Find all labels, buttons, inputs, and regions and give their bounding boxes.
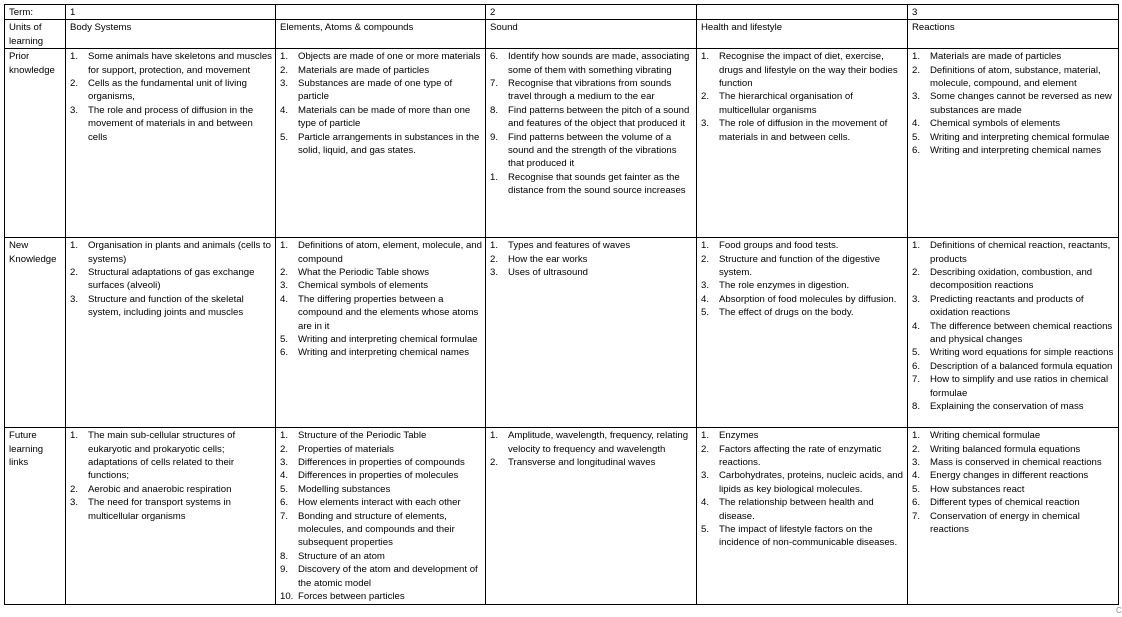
item-text: Find patterns between the volume of a sound and the strength of the vibrations that produced it <box>508 131 677 170</box>
item-text: Writing and interpreting chemical names <box>930 145 1101 157</box>
item-number: 1. <box>912 430 921 442</box>
item-text: Explaining the conservation of mass <box>930 401 1084 413</box>
list-item <box>912 443 1115 456</box>
item-number: 3. <box>912 293 921 305</box>
list-item <box>70 77 272 104</box>
term-label: Term: <box>5 5 66 20</box>
list-item <box>912 400 1115 413</box>
item-number: 2. <box>70 483 79 495</box>
item-text: The hierarchical organisation of multicellular organisms <box>719 91 853 116</box>
item-text: Writing and interpreting chemical formulae <box>930 131 1110 143</box>
item-text: Differences in properties of compounds <box>298 457 465 469</box>
item-text: How the ear works <box>508 253 588 265</box>
numbered-list <box>70 429 272 523</box>
list-item <box>280 510 482 550</box>
list-item <box>280 456 482 469</box>
item-number: 1. <box>912 240 921 252</box>
item-number: 6. <box>912 360 921 372</box>
list-item <box>490 171 693 198</box>
item-text: Differences in properties of molecules <box>298 470 459 482</box>
item-number: 2. <box>490 253 499 265</box>
corner-mark: C <box>1116 606 1122 615</box>
item-text: The differing properties between a compound and the elements whose atoms are in it <box>298 293 479 332</box>
list-item <box>280 131 482 158</box>
item-number: 7. <box>280 510 289 522</box>
list-item <box>701 469 904 496</box>
item-number: 5. <box>280 131 289 143</box>
list-item <box>701 443 904 470</box>
list-item <box>490 239 693 252</box>
list-item <box>490 253 693 266</box>
item-number: 3. <box>70 497 79 509</box>
list-item <box>912 360 1115 373</box>
item-number: 1. <box>280 240 289 252</box>
item-number: 4. <box>280 470 289 482</box>
item-text: Forces between particles <box>298 591 405 603</box>
list-item <box>912 90 1115 117</box>
item-number: 8. <box>280 550 289 562</box>
item-text: The impact of lifestyle factors on the incidence of non-communicable diseases. <box>719 524 898 549</box>
item-number: 2. <box>701 91 710 103</box>
item-text: Definitions of atom, element, molecule, and compound <box>298 240 482 265</box>
item-number: 3. <box>912 91 921 103</box>
list-item <box>70 429 272 483</box>
unit-heading: Reactions <box>908 20 1119 49</box>
row-label: Future learning links <box>5 428 66 604</box>
item-number: 2. <box>912 443 921 455</box>
list-item <box>912 510 1115 537</box>
item-text: Discovery of the atom and development of the atomic model <box>298 564 478 589</box>
list-cell <box>697 238 908 428</box>
list-item <box>701 496 904 523</box>
item-text: Different types of chemical reaction <box>930 497 1080 509</box>
item-text: Writing chemical formulae <box>930 430 1041 442</box>
list-cell <box>486 238 697 428</box>
item-text: Definitions of atom, substance, material, molecule, compound, and element <box>930 64 1101 90</box>
item-text: What the Periodic Table shows <box>298 267 430 279</box>
item-text: The effect of drugs on the body. <box>719 307 854 319</box>
list-item <box>280 50 482 63</box>
item-number: 1. <box>701 51 710 63</box>
item-text: Food groups and food tests. <box>719 240 839 252</box>
item-number: 1. <box>70 240 79 252</box>
item-number: 5. <box>912 347 921 359</box>
list-item <box>701 50 904 90</box>
list-item <box>912 373 1115 400</box>
item-number: 4. <box>280 293 289 305</box>
list-cell <box>908 428 1119 604</box>
item-text: Structure and function of the digestive system. <box>719 253 881 279</box>
item-number: 3. <box>70 104 79 116</box>
list-item <box>701 90 904 117</box>
item-number: 4. <box>912 118 921 130</box>
numbered-list <box>280 50 482 157</box>
item-number: 5. <box>912 131 921 143</box>
unit-heading: Elements, Atoms & compounds <box>276 20 486 49</box>
item-text: Recognise that vibrations from sounds travel through a medium to the ear <box>508 78 672 103</box>
list-item <box>280 104 482 131</box>
item-number: 2. <box>280 64 289 76</box>
item-number: 7. <box>912 510 921 522</box>
numbered-list <box>912 50 1115 157</box>
units-label: Units of learning <box>5 20 66 49</box>
item-text: Chemical symbols of elements <box>930 118 1061 130</box>
row-label: New Knowledge <box>5 238 66 428</box>
list-item <box>70 483 272 496</box>
item-number: 4. <box>280 104 289 116</box>
item-number: 4. <box>912 470 921 482</box>
item-text: Bonding and structure of elements, molecules, and compounds and their subsequent properties <box>298 510 455 549</box>
term-cell: 1 <box>66 5 276 20</box>
list-item <box>280 346 482 359</box>
list-item <box>912 50 1115 63</box>
list-item <box>701 239 904 252</box>
item-text: Conservation of energy in chemical reactions <box>930 510 1080 536</box>
item-text: Writing and interpreting chemical formulae <box>298 334 478 346</box>
item-text: Absorption of food molecules by diffusion. <box>719 293 897 305</box>
item-number: 2. <box>70 78 79 90</box>
term-cell <box>697 5 908 20</box>
item-number: 3. <box>280 280 289 292</box>
list-item <box>490 456 693 469</box>
item-text: Structural adaptations of gas exchange surfaces (alveoli) <box>88 267 255 292</box>
term-cell: 2 <box>486 5 697 20</box>
item-number: 3. <box>70 293 79 305</box>
numbered-list <box>490 239 693 279</box>
unit-heading: Sound <box>486 20 697 49</box>
item-text: Organisation in plants and animals (cells to systems) <box>88 240 271 265</box>
item-number: 1. <box>280 51 289 63</box>
list-item <box>912 293 1115 320</box>
item-text: Materials can be made of more than one type of particle <box>298 104 471 130</box>
list-item <box>70 496 272 523</box>
list-cell <box>66 428 276 604</box>
list-item <box>280 590 482 603</box>
list-item <box>912 456 1115 469</box>
item-text: Structure of the Periodic Table <box>298 430 427 442</box>
row-label: Prior knowledge <box>5 49 66 238</box>
list-item <box>70 104 272 144</box>
item-text: Mass is conserved in chemical reactions <box>930 457 1102 469</box>
list-item <box>912 320 1115 347</box>
future-learning-row <box>5 428 1119 604</box>
list-cell <box>66 49 276 238</box>
list-item <box>280 443 482 456</box>
list-cell <box>697 49 908 238</box>
item-text: The main sub-cellular structures of eukaryotic and prokaryotic cells; adaptations of cells related to their functions; <box>88 430 236 482</box>
item-text: Enzymes <box>719 430 759 442</box>
list-item <box>280 266 482 279</box>
list-item <box>912 483 1115 496</box>
list-item <box>490 429 693 456</box>
units-row <box>5 20 1119 49</box>
item-text: Cells as the fundamental unit of living organisms, <box>88 78 247 103</box>
numbered-list <box>490 429 693 469</box>
item-number: 2. <box>280 443 289 455</box>
numbered-list <box>701 239 904 319</box>
term-row <box>5 5 1119 20</box>
list-cell <box>908 238 1119 428</box>
term-cell <box>276 5 486 20</box>
numbered-list <box>701 429 904 550</box>
item-text: Substances are made of one type of particle <box>298 78 453 103</box>
list-item <box>280 279 482 292</box>
item-text: The role enzymes in digestion. <box>719 280 850 292</box>
list-item <box>280 333 482 346</box>
numbered-list <box>70 50 272 144</box>
numbered-list <box>70 239 272 319</box>
list-item <box>701 429 904 442</box>
item-text: How substances react <box>930 483 1025 495</box>
item-number: 1. <box>70 430 79 442</box>
list-item <box>280 563 482 590</box>
list-item <box>490 50 693 77</box>
list-item <box>280 64 482 77</box>
list-item <box>280 293 482 333</box>
item-number: 1. <box>70 51 79 63</box>
item-number: 2. <box>912 64 921 76</box>
item-number: 3. <box>701 118 710 130</box>
item-text: The need for transport systems in multicellular organisms <box>88 497 231 522</box>
list-item <box>912 117 1115 130</box>
numbered-list <box>912 429 1115 536</box>
list-item <box>280 239 482 266</box>
list-item <box>280 496 482 509</box>
numbered-list <box>701 50 904 144</box>
list-item <box>912 266 1115 293</box>
item-text: Types and features of waves <box>508 240 631 252</box>
unit-heading: Body Systems <box>66 20 276 49</box>
item-number: 4. <box>912 320 921 332</box>
list-item <box>70 293 272 320</box>
list-item <box>490 266 693 279</box>
item-number: 6. <box>280 497 289 509</box>
unit-heading: Health and lifestyle <box>697 20 908 49</box>
item-number: 1. <box>280 430 289 442</box>
item-text: Particle arrangements in substances in the solid, liquid, and gas states. <box>298 131 480 157</box>
list-item <box>912 131 1115 144</box>
item-number: 3. <box>701 280 710 292</box>
list-item <box>701 279 904 292</box>
list-item <box>912 144 1115 157</box>
item-number: 1. <box>490 430 499 442</box>
list-item <box>280 77 482 104</box>
item-text: Find patterns between the pitch of a sound and features of the object that produced it <box>508 104 690 130</box>
item-number: 4. <box>701 293 710 305</box>
list-item <box>70 50 272 77</box>
item-text: Factors affecting the rate of enzymatic reactions. <box>719 443 882 469</box>
item-number: 2. <box>490 457 499 469</box>
list-item <box>280 429 482 442</box>
list-item <box>912 469 1115 482</box>
item-text: Structure of an atom <box>298 550 385 562</box>
list-item <box>701 253 904 280</box>
item-text: Structure and function of the skeletal system, including joints and muscles <box>88 293 244 319</box>
item-number: 1. <box>701 430 710 442</box>
item-number: 1. <box>490 171 499 183</box>
list-cell <box>276 238 486 428</box>
list-item <box>280 550 482 563</box>
list-item <box>912 239 1115 266</box>
list-item <box>701 306 904 319</box>
item-text: The difference between chemical reactions and physical changes <box>930 320 1113 346</box>
item-text: Uses of ultrasound <box>508 267 588 279</box>
item-text: How to simplify and use ratios in chemical formulae <box>930 374 1109 399</box>
numbered-list <box>280 429 482 603</box>
item-text: How elements interact with each other <box>298 497 461 509</box>
item-text: Some changes cannot be reversed as new substances are made <box>930 91 1112 116</box>
list-cell <box>66 238 276 428</box>
item-number: 5. <box>701 524 710 536</box>
item-number: 3. <box>912 457 921 469</box>
item-number: 6. <box>280 347 289 359</box>
item-number: 8. <box>490 104 499 116</box>
curriculum-table <box>4 4 1119 605</box>
item-number: 7. <box>912 374 921 386</box>
numbered-list <box>490 50 693 197</box>
list-cell <box>276 49 486 238</box>
new-knowledge-row <box>5 238 1119 428</box>
item-number: 6. <box>912 497 921 509</box>
list-item <box>912 429 1115 442</box>
list-item <box>912 346 1115 359</box>
item-text: Describing oxidation, combustion, and decomposition reactions <box>930 267 1093 292</box>
item-text: Writing balanced formula equations <box>930 443 1081 455</box>
list-item <box>280 483 482 496</box>
item-text: Identify how sounds are made, associating some of them with something vibrating <box>508 51 690 76</box>
item-number: 2. <box>701 443 710 455</box>
item-text: Definitions of chemical reaction, reactants, products <box>930 240 1111 265</box>
item-text: Energy changes in different reactions <box>930 470 1089 482</box>
list-item <box>490 131 693 171</box>
item-number: 4. <box>701 497 710 509</box>
list-item <box>701 117 904 144</box>
list-item <box>280 469 482 482</box>
item-text: Modelling substances <box>298 483 391 495</box>
item-number: 10. <box>280 591 294 603</box>
list-cell <box>486 428 697 604</box>
prior-knowledge-row <box>5 49 1119 238</box>
list-item <box>490 104 693 131</box>
item-number: 5. <box>912 483 921 495</box>
item-number: 2. <box>912 267 921 279</box>
numbered-list <box>912 239 1115 413</box>
item-text: Materials are made of particles <box>930 51 1062 63</box>
item-number: 1. <box>701 240 710 252</box>
item-text: Aerobic and anaerobic respiration <box>88 483 232 495</box>
item-text: Description of a balanced formula equation <box>930 360 1113 372</box>
item-number: 1. <box>912 51 921 63</box>
item-text: Materials are made of particles <box>298 64 430 76</box>
item-text: Carbohydrates, proteins, nucleic acids, and lipids as key biological molecules. <box>719 470 903 495</box>
item-text: Recognise that sounds get fainter as the distance from the sound source increases <box>508 171 686 197</box>
item-text: Predicting reactants and products of oxidation reactions <box>930 293 1084 319</box>
item-text: Objects are made of one or more materials <box>298 51 481 63</box>
list-cell <box>908 49 1119 238</box>
item-text: Properties of materials <box>298 443 394 455</box>
item-number: 5. <box>280 483 289 495</box>
item-number: 8. <box>912 401 921 413</box>
list-item <box>912 64 1115 91</box>
list-cell <box>697 428 908 604</box>
item-text: Recognise the impact of diet, exercise, drugs and lifestyle on the way their bodies function <box>719 51 898 90</box>
item-number: 6. <box>912 145 921 157</box>
item-number: 2. <box>701 253 710 265</box>
item-number: 7. <box>490 78 499 90</box>
item-number: 5. <box>280 334 289 346</box>
item-number: 3. <box>490 267 499 279</box>
list-item <box>70 266 272 293</box>
item-number: 9. <box>280 564 289 576</box>
item-number: 1. <box>490 240 499 252</box>
list-item <box>490 77 693 104</box>
item-number: 2. <box>280 267 289 279</box>
item-number: 9. <box>490 131 499 143</box>
item-number: 5. <box>701 307 710 319</box>
item-number: 3. <box>280 78 289 90</box>
item-text: Writing and interpreting chemical names <box>298 347 469 359</box>
list-cell <box>486 49 697 238</box>
item-number: 2. <box>70 267 79 279</box>
item-text: The relationship between health and disease. <box>719 497 874 522</box>
item-text: Transverse and longitudinal waves <box>508 457 656 469</box>
item-number: 6. <box>490 51 499 63</box>
item-text: Some animals have skeletons and muscles for support, protection, and movement <box>88 51 272 76</box>
item-text: Writing word equations for simple reactions <box>930 347 1114 359</box>
item-text: Chemical symbols of elements <box>298 280 429 292</box>
numbered-list <box>280 239 482 360</box>
list-item <box>701 293 904 306</box>
list-item <box>701 523 904 550</box>
item-number: 3. <box>701 470 710 482</box>
item-text: The role and process of diffusion in the movement of materials in and between cells <box>88 104 254 143</box>
item-text: Amplitude, wavelength, frequency, relating velocity to frequency and wavelength <box>508 430 689 455</box>
item-text: The role of diffusion in the movement of materials in and between cells. <box>719 118 888 143</box>
list-item <box>912 496 1115 509</box>
item-number: 3. <box>280 457 289 469</box>
list-item <box>70 239 272 266</box>
list-cell <box>276 428 486 604</box>
term-cell: 3 <box>908 5 1119 20</box>
